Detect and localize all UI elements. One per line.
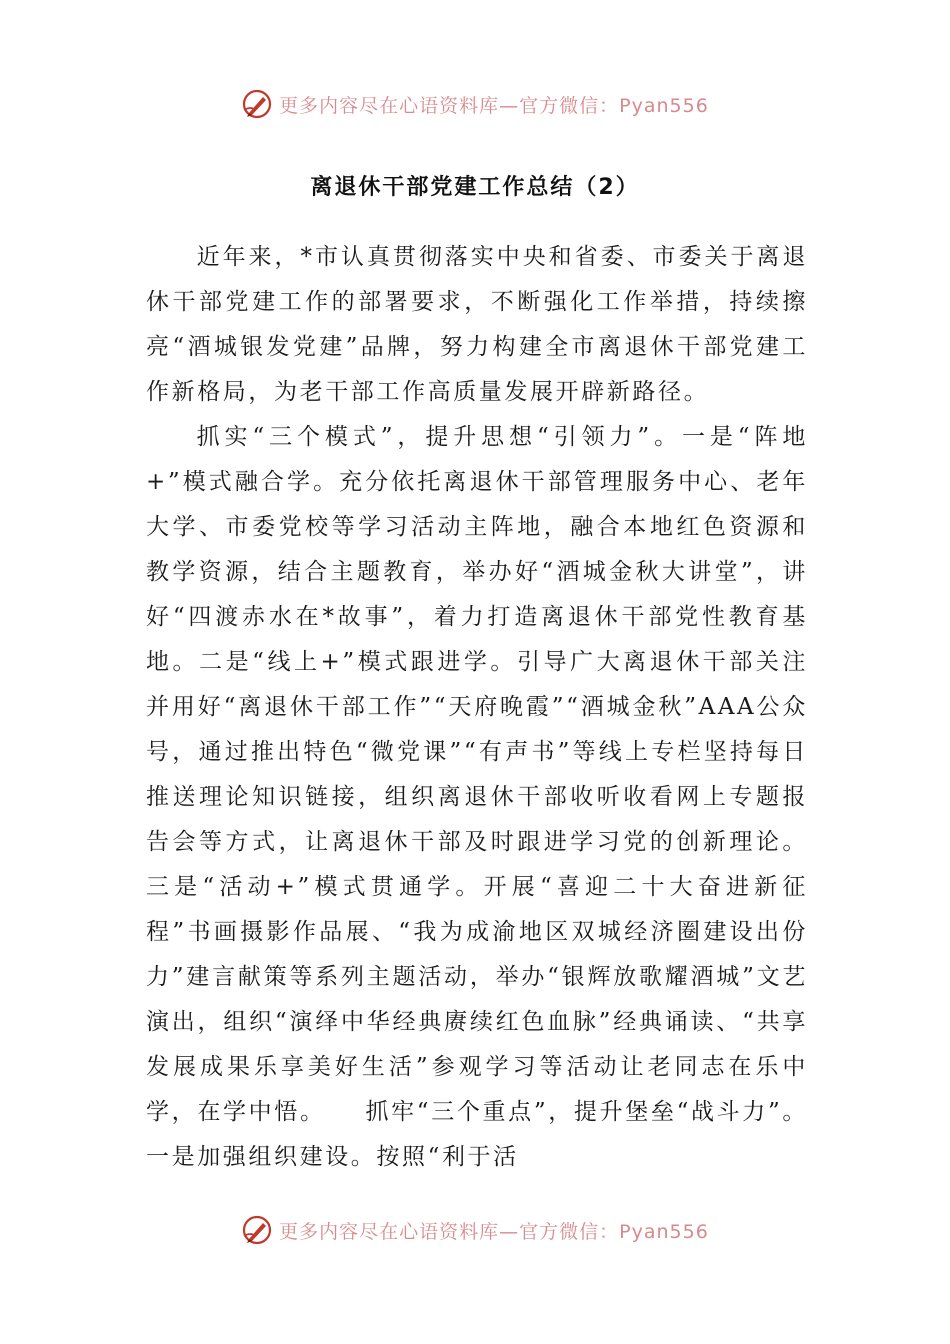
pen-logo-icon bbox=[241, 88, 273, 120]
header-watermark-banner bbox=[0, 84, 950, 124]
header-watermark-text: 更多内容尽在心语资料库—官方微信：Pyan556 bbox=[279, 94, 709, 117]
document-title: 离退休干部党建工作总结（2） bbox=[310, 175, 640, 200]
document-body bbox=[146, 235, 808, 1180]
footer-watermark-banner bbox=[0, 1210, 950, 1250]
paragraph-main: 抓实“三个模式”，提升思想“引领力”。一是“阵地+”模式融合学。充分依托离退休干部管理服务中心、老年大学、市委党校等学习活动主阵地，融合本地红色资源和教学资源，结合主题教育，举办好“酒城金秋大讲堂”，讲好“四渡赤水在*故事”，着力打造离退休干部党性教育基地。二是“线上+”模式跟进学。引导广大离退休干部关注并用好“离退休干部工作”“天府晚霞”“酒城金秋”AAA公众号，通过推出特色“微党课”“有声书”等线上专栏坚持每日推送理论知识链接，组织离退休干部收听收看网上专题报告会等方式，让离退休干部及时跟进学习党的创新理论。三是“活动+”模式贯通学。开展“喜迎二十大奋进新征程”书画摄影作品展、“我为成渝地区双城经济圈建设出份力”建言献策等系列主题活动，举办“银辉放歌耀酒城”文艺演出，组织“演绎中华经典赓续红色血脉”经典诵读、“共享发展成果乐享美好生活”参观学习等活动让老同志在乐中学，在学中悟。 抓牢“三个重点”，提升堡垒“战斗力”。一是加强组织建设。按照“利于活 bbox=[146, 424, 808, 1170]
pen-logo-icon bbox=[241, 1214, 273, 1246]
paragraph-intro: 近年来，*市认真贯彻落实中央和省委、市委关于离退休干部党建工作的部署要求，不断强化工作举措，持续擦亮“酒城银发党建”品牌，努力构建全市离退休干部党建工作新格局，为老干部工作高质量发展开辟新路径。 bbox=[146, 244, 808, 405]
footer-watermark-text: 更多内容尽在心语资料库—官方微信：Pyan556 bbox=[279, 1220, 709, 1243]
